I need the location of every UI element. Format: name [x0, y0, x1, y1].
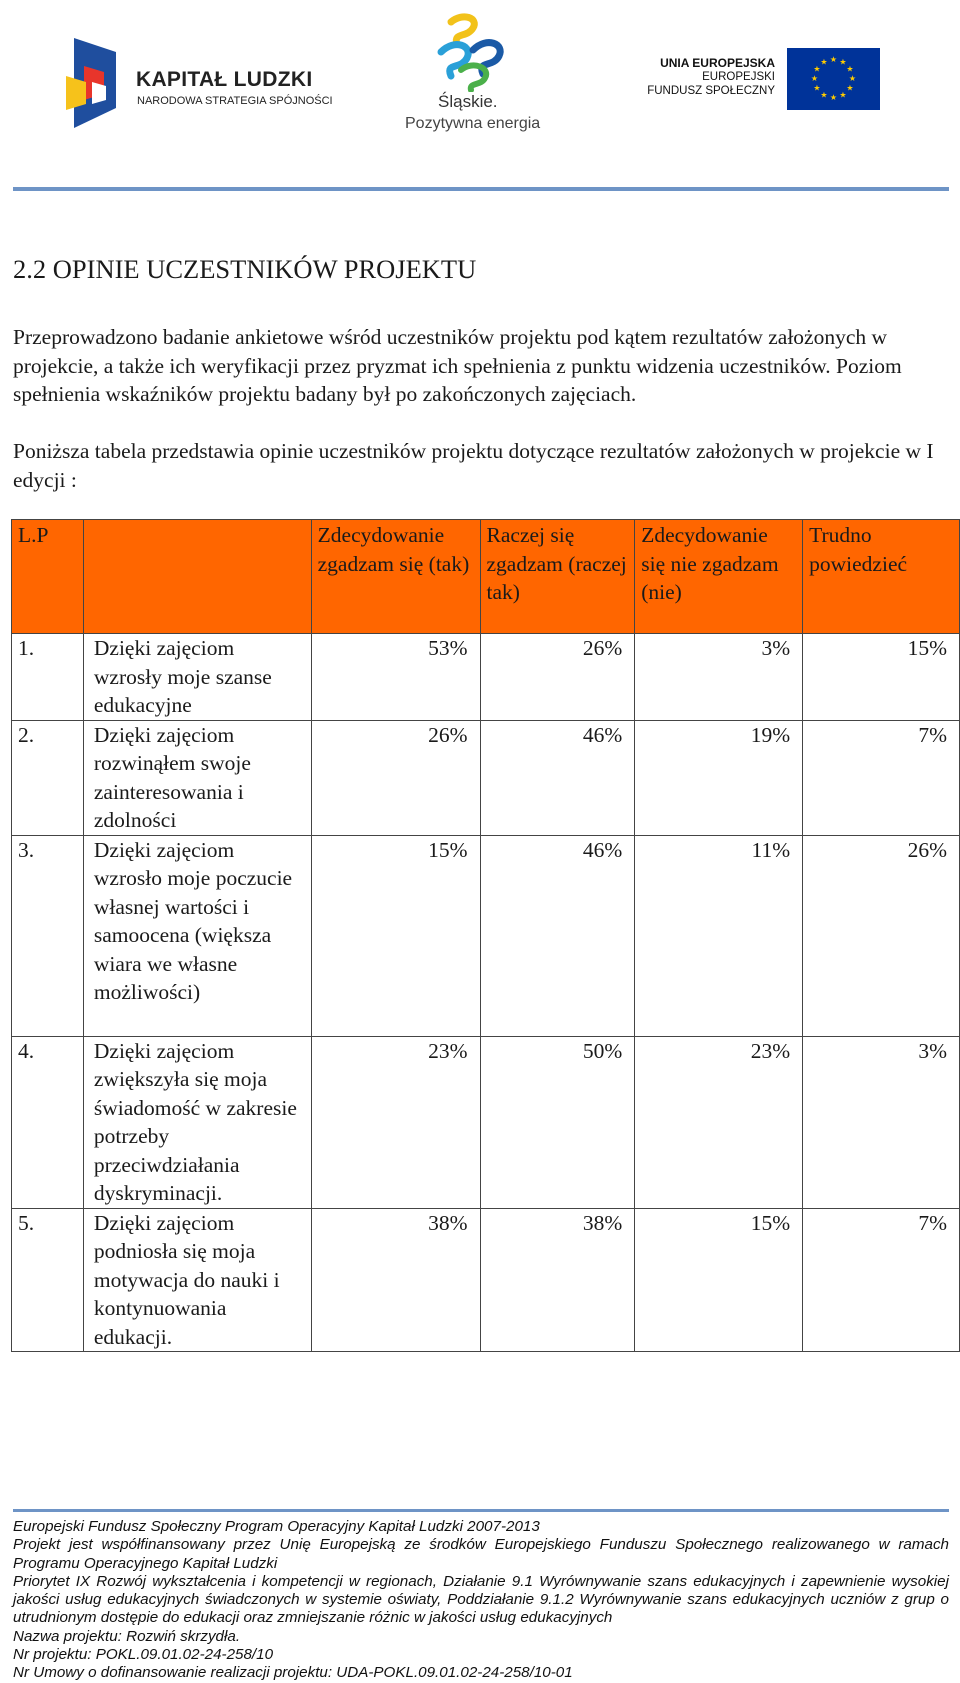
- row-statement: Dzięki zajęciom wzrosły moje szanse edukacyjne: [83, 634, 311, 721]
- header-rule: [13, 187, 949, 191]
- table-row: [12, 835, 960, 1036]
- row-number: 1.: [12, 634, 84, 721]
- value-definitely-agree: 23%: [311, 1036, 480, 1208]
- svg-text:★: ★: [810, 74, 819, 83]
- row-statement: Dzięki zajęciom wzrosło moje poczucie własnej wartości i samoocena (większa wiara we własne możliwości): [83, 835, 311, 1036]
- header-hard-to-say: Trudno powiedzieć: [803, 520, 960, 634]
- value-hard-to-say: 26%: [803, 835, 960, 1036]
- svg-text:★: ★: [820, 57, 828, 67]
- section-heading: 2.2 OPINIE UCZESTNIKÓW PROJEKTU: [13, 254, 477, 284]
- svg-text:★: ★: [813, 83, 821, 93]
- eu-flag-icon: [787, 48, 880, 110]
- footer-program: Europejski Fundusz Społeczny Program Operacyjny Kapitał Ludzki 2007-2013: [13, 1518, 540, 1535]
- table-row: [12, 720, 960, 835]
- header-lp: L.P: [12, 520, 84, 634]
- value-rather-agree: 50%: [480, 1036, 635, 1208]
- slaskie-name: Śląskie.: [438, 92, 498, 111]
- header-definitely-disagree: Zdecydowanie się nie zgadzam (nie): [635, 520, 803, 634]
- footer-cofinancing: Projekt jest współfinansowany przez Unię Europejską ze środków Europejskiego Funduszu Społecznego realizowanego w ramach Programu Operacyjnego Kapitał Ludzki: [13, 1536, 949, 1572]
- svg-text:★: ★: [813, 64, 821, 74]
- svg-text:★: ★: [829, 55, 838, 64]
- footer-rule: [13, 1509, 949, 1512]
- svg-text:★: ★: [839, 57, 847, 67]
- kapital-ludzki-title: KAPITAŁ LUDZKI: [136, 68, 313, 91]
- footer-project-name: Nazwa projektu: Rozwiń skrzydła.: [13, 1627, 241, 1645]
- svg-text:★: ★: [839, 90, 847, 100]
- value-rather-agree: 26%: [480, 634, 635, 721]
- value-definitely-agree: 15%: [311, 835, 480, 1036]
- eu-logo-line1: UNIA EUROPEJSKA: [660, 56, 775, 70]
- value-rather-agree: 46%: [480, 835, 635, 1036]
- table-row: [12, 1208, 960, 1352]
- table-row: [12, 634, 960, 721]
- row-number: 3.: [12, 835, 84, 1036]
- slaskie-slogan: Pozytywna energia: [405, 115, 541, 132]
- header-definitely-agree: Zdecydowanie zgadzam się (tak): [311, 520, 480, 634]
- header-statement: [83, 520, 311, 634]
- value-hard-to-say: 7%: [803, 720, 960, 835]
- slaskie-logo: [405, 12, 555, 137]
- value-definitely-agree: 26%: [311, 720, 480, 835]
- value-hard-to-say: 3%: [803, 1036, 960, 1208]
- value-definitely-agree: 38%: [311, 1208, 480, 1352]
- row-statement: Dzięki zajęciom podniosła się moja motywacja do nauki i kontynuowania edukacji.: [83, 1208, 311, 1352]
- kapital-ludzki-subtitle: NARODOWA STRATEGIA SPÓJNOŚCI: [137, 95, 333, 107]
- row-number: 4.: [12, 1036, 84, 1208]
- intro-paragraph: Przeprowadzono badanie ankietowe wśród uczestników projektu pod kątem rezultatów założonych w projekcie, a także ich weryfikacji przez pryzmat ich spełnienia z punktu widzenia uczestników. Poziom spełnienia wskaźników projektu badany był po zakończonych zajęciach.: [13, 325, 902, 406]
- footer-agreement-number: Nr Umowy o dofinansowanie realizacji projektu: UDA-POKL.09.01.02-24-258/10-01: [13, 1664, 573, 1682]
- value-rather-agree: 46%: [480, 720, 635, 835]
- value-definitely-agree: 53%: [311, 634, 480, 721]
- value-definitely-disagree: 11%: [635, 835, 803, 1036]
- results-table: [11, 519, 960, 1352]
- row-number: 2.: [12, 720, 84, 835]
- value-rather-agree: 38%: [480, 1208, 635, 1352]
- svg-text:★: ★: [848, 74, 857, 83]
- table-header-row: [12, 520, 960, 634]
- footer-project-number: Nr projektu: POKL.09.01.02-24-258/10: [13, 1646, 274, 1664]
- value-hard-to-say: 7%: [803, 1208, 960, 1352]
- value-definitely-disagree: 23%: [635, 1036, 803, 1208]
- value-definitely-disagree: 19%: [635, 720, 803, 835]
- value-definitely-disagree: 3%: [635, 634, 803, 721]
- header-rather-agree: Raczej się zgadzam (raczej tak): [480, 520, 635, 634]
- table-intro-paragraph: Poniższa tabela przedstawia opinie uczestników projektu dotyczące rezultatów założonych w projekcie w I edycji :: [13, 439, 934, 492]
- svg-text:★: ★: [829, 93, 838, 102]
- row-statement: Dzięki zajęciom rozwinąłem swoje zainteresowania i zdolności: [83, 720, 311, 835]
- eu-logo-text: [647, 56, 775, 98]
- value-definitely-disagree: 15%: [635, 1208, 803, 1352]
- footer: [13, 1518, 949, 1683]
- kapital-ludzki-emblem-icon: [66, 38, 124, 128]
- kapital-ludzki-logo: [66, 38, 346, 128]
- row-statement: Dzięki zajęciom zwiększyła się moja świadomość w zakresie potrzeby przeciwdziałania dyskryminacji.: [83, 1036, 311, 1208]
- eu-logo: [640, 48, 880, 110]
- eu-logo-line3: FUNDUSZ SPOŁECZNY: [647, 85, 775, 97]
- footer-priority: Priorytet IX Rozwój wykształcenia i kompetencji w regionach, Działanie 9.1 Wyrównywanie szans edukacyjnych i zapewnienie wysokiej jakości usług edukacyjnych świadczonych w systemie oświaty, Poddziałanie 9.1.2 Wyrównywanie szans edukacyjnych uczniów z grup o utrudnionym dostępie do edukacji oraz zmniejszanie różnic w jakości usług edukacyjnych: [13, 1572, 949, 1627]
- slaskie-waves-icon: [433, 12, 513, 92]
- value-hard-to-say: 15%: [803, 634, 960, 721]
- svg-text:★: ★: [846, 64, 854, 74]
- eu-logo-line2: EUROPEJSKI: [702, 71, 775, 83]
- svg-text:★: ★: [820, 90, 828, 100]
- svg-text:★: ★: [846, 83, 854, 93]
- table-row: [12, 1036, 960, 1208]
- row-number: 5.: [12, 1208, 84, 1352]
